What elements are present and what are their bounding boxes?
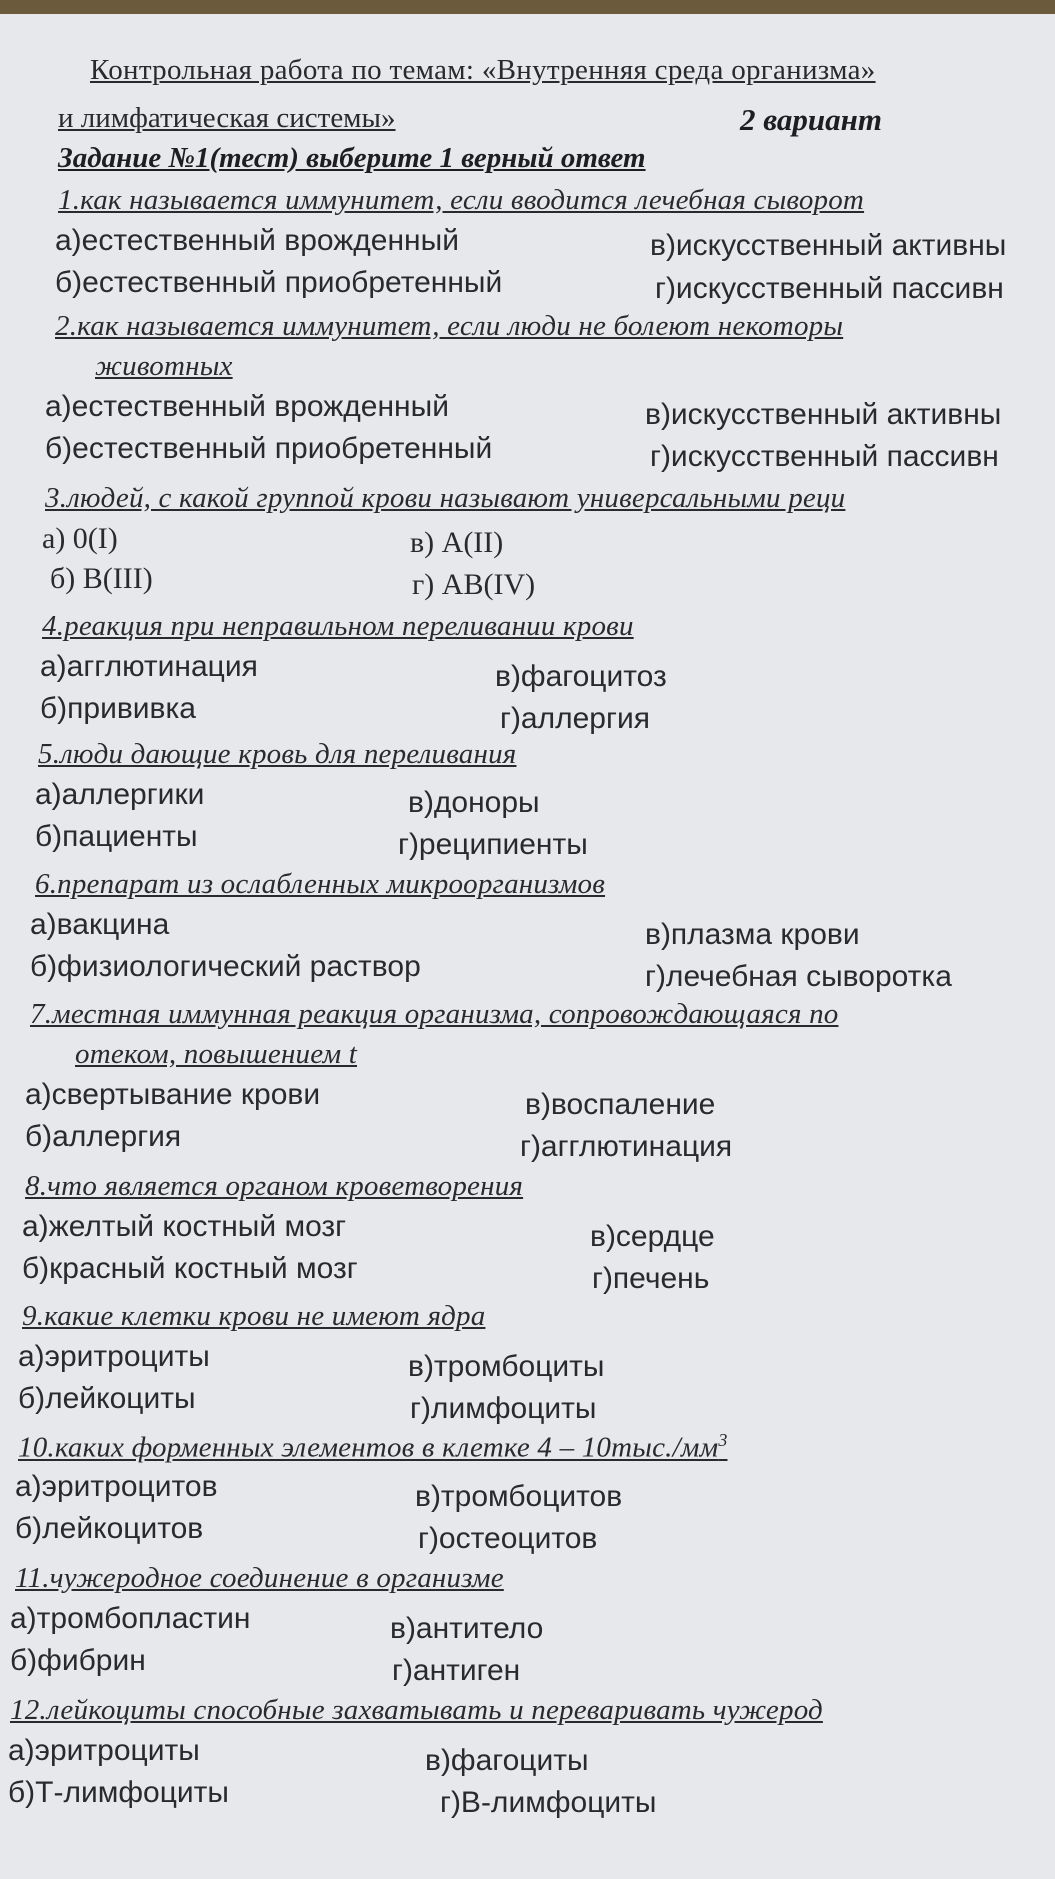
q6-option-c: в)плазма крови: [645, 918, 860, 951]
question-1: 1.как называется иммунитет, если вводится лечебная сыворот: [58, 184, 865, 216]
question-4: 4.реакция при неправильном переливании крови: [42, 610, 634, 642]
q7-option-b: б)аллергия: [25, 1120, 182, 1153]
q6-option-d: г)лечебная сыворотка: [645, 960, 952, 993]
q6-option-a: а)вакцина: [30, 908, 170, 941]
q8-option-a: а)желтый костный мозг: [22, 1210, 347, 1243]
q4-option-a: а)агглютинация: [40, 650, 258, 683]
q1-option-a: а)естественный врожденный: [55, 224, 459, 257]
q9-option-a: а)эритроциты: [18, 1340, 210, 1373]
q5-option-c: в)доноры: [408, 786, 540, 819]
question-7: 7.местная иммунная реакция организма, сопровождающаяся по: [30, 998, 839, 1030]
question-11: 11.чужеродное соединение в организме: [15, 1562, 504, 1594]
q2-option-d: г)искусственный пассивн: [650, 440, 999, 473]
q2-option-c: в)искусственный активны: [645, 398, 1002, 431]
q5-option-a: а)аллергики: [35, 778, 205, 811]
q8-option-c: в)сердце: [590, 1220, 715, 1253]
q8-option-b: б)красный костный мозг: [22, 1252, 358, 1285]
question-7-continuation: отеком, повышением t: [75, 1038, 358, 1070]
q2-option-b: б)естественный приобретенный: [45, 432, 493, 465]
q9-option-c: в)тромбоциты: [408, 1350, 605, 1383]
q7-option-d: г)агглютинация: [520, 1130, 733, 1163]
q11-option-c: в)антитело: [390, 1612, 544, 1645]
q3-option-d: г) AB(IV): [412, 568, 536, 601]
q5-option-d: г)реципиенты: [398, 828, 588, 861]
q8-option-d: г)печень: [592, 1262, 710, 1295]
question-8: 8.что является органом кроветворения: [25, 1170, 524, 1202]
q1-option-d: г)искусственный пассивн: [655, 272, 1004, 305]
question-2-continuation: животных: [95, 350, 233, 382]
variant-label: 2 вариант: [740, 102, 882, 137]
question-9: 9.какие клетки крови не имеют ядра: [22, 1300, 486, 1332]
q10-option-d: г)остеоцитов: [418, 1522, 598, 1555]
q12-option-b: б)Т-лимфоциты: [8, 1776, 229, 1809]
q7-option-a: а)свертывание крови: [25, 1078, 321, 1111]
test-sheet: [0, 14, 1055, 1879]
q12-option-d: г)В-лимфоциты: [440, 1786, 657, 1819]
q10-option-b: б)лейкоцитов: [15, 1512, 204, 1545]
q1-option-c: в)искусственный активны: [650, 229, 1007, 262]
q11-option-d: г)антиген: [392, 1654, 521, 1687]
q1-option-b: б)естественный приобретенный: [55, 266, 503, 299]
q3-option-b: б) B(III): [50, 562, 153, 595]
q10-option-a: а)эритроцитов: [15, 1470, 218, 1503]
q4-option-d: г)аллергия: [500, 702, 650, 735]
question-10: 10.каких форменных элементов в клетке $4 - 10тыс./мм^3$: [18, 1430, 728, 1464]
q11-option-b: б)фибрин: [10, 1644, 146, 1677]
q6-option-b: б)физиологический раствор: [30, 950, 421, 983]
q5-option-b: б)пациенты: [35, 820, 198, 853]
q9-option-d: г)лимфоциты: [410, 1392, 597, 1425]
q4-option-b: б)прививка: [40, 692, 196, 725]
q4-option-c: в)фагоцитоз: [495, 660, 667, 693]
q12-option-a: а)эритроциты: [8, 1734, 200, 1767]
q7-option-c: в)воспаление: [525, 1088, 716, 1121]
page-title-continuation: и лимфатическая системы»: [58, 102, 396, 134]
q12-option-c: в)фагоциты: [425, 1744, 589, 1777]
q3-option-a: а) 0(I): [42, 522, 118, 555]
q11-option-a: а)тромбопластин: [10, 1602, 251, 1635]
q2-option-a: а)естественный врожденный: [45, 390, 449, 423]
question-5: 5.люди дающие кровь для переливания: [38, 738, 517, 770]
question-3: 3.людей, с какой группой крови называют универсальными реци: [45, 482, 846, 514]
question-12: 12.лейкоциты способные захватывать и переваривать чужерод: [10, 1694, 823, 1726]
q10-option-c: в)тромбоцитов: [415, 1480, 623, 1513]
q3-option-c: в) A(II): [410, 526, 504, 559]
question-2: 2.как называется иммунитет, если люди не болеют некоторы: [55, 310, 844, 342]
q9-option-b: б)лейкоциты: [18, 1382, 196, 1415]
question-6: 6.препарат из ослабленных микроорганизмов: [35, 868, 606, 900]
page-title: Контрольная работа по темам: «Внутренняя среда организма»: [90, 54, 876, 86]
task-heading: Задание №1(тест) выберите 1 верный ответ: [58, 142, 646, 174]
